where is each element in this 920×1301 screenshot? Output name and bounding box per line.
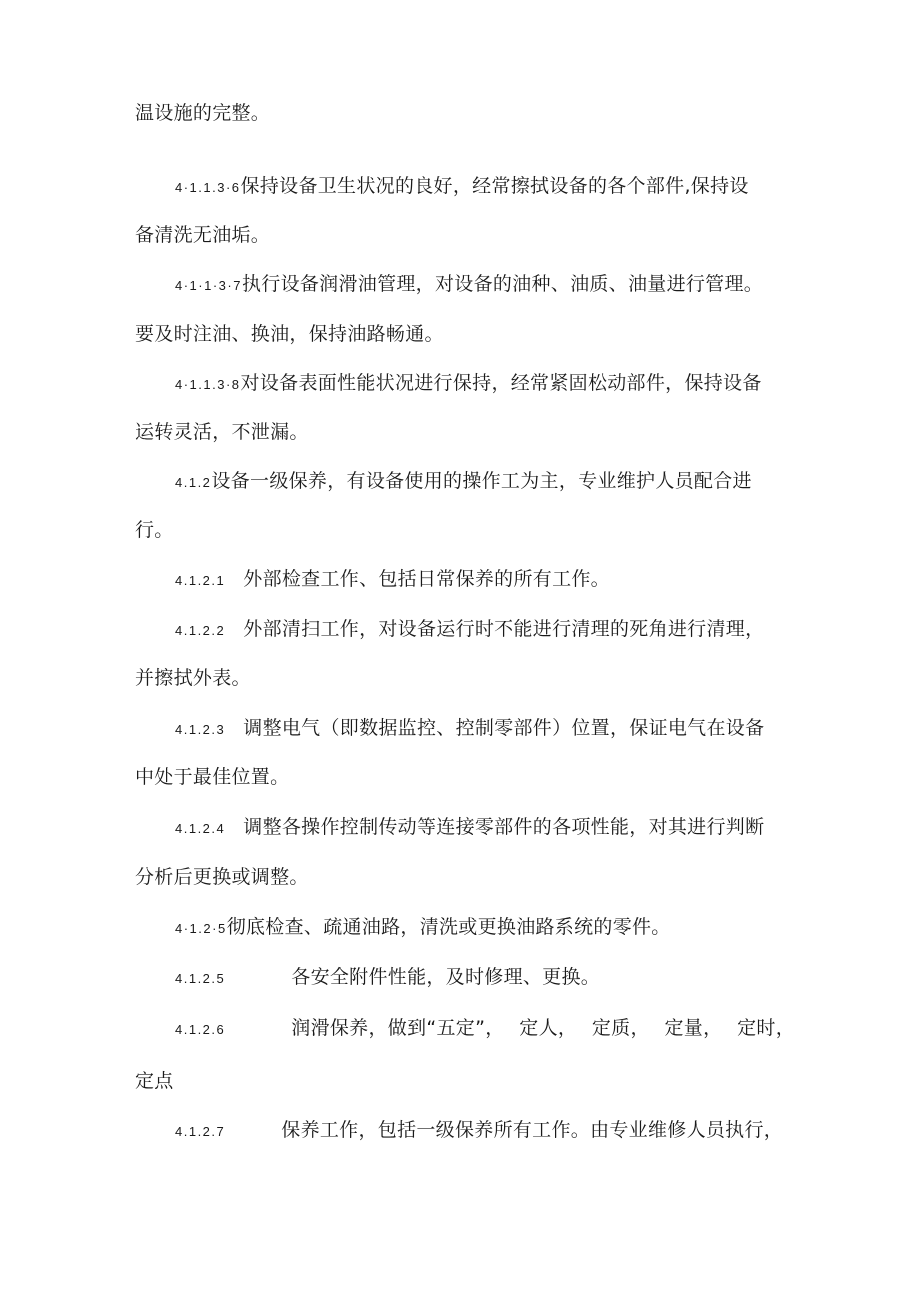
line-text: 并擦拭外表。 [135, 667, 251, 689]
line-text: 调整电气（即数据监控、控制零部件）位置，保证电气在设备 [243, 717, 765, 739]
paragraph-line [175, 616, 795, 644]
line-text: 中处于最佳位置。 [135, 766, 290, 788]
paragraph-line [135, 419, 795, 445]
section-number: 4.1.2.5 [175, 971, 226, 986]
section-number: 4.1.2.4 [175, 821, 226, 836]
line-text: 调整各操作控制传动等连接零部件的各项性能，对其进行判断 [243, 816, 765, 838]
section-number: 4·1.2·5 [175, 921, 227, 936]
paragraph-line [175, 566, 795, 594]
line-text: 执行设备润滑油管理，对设备的油种、油质、油量进行管理。 [241, 273, 764, 295]
paragraph-line [175, 1015, 795, 1043]
line-text: 保持设备卫生状况的良好，经常擦拭设备的各个部件,保持设 [240, 175, 749, 197]
line-text: 设备一级保养，有设备使用的操作工为主，专业维护人员配合进 [211, 470, 752, 492]
paragraph-line [175, 271, 795, 299]
section-number: 4.1.2.1 [175, 573, 226, 588]
paragraph-line [175, 370, 795, 398]
paragraph-line [135, 321, 795, 347]
line-text-part: 定人， [519, 1017, 578, 1039]
line-text: 定点 [135, 1070, 174, 1092]
line-text-part: 润滑保养，做到“五定”， [291, 1017, 505, 1039]
paragraph-line [175, 964, 795, 992]
line-text-part: 定质， [591, 1017, 650, 1039]
section-number: 4.1.2.6 [175, 1022, 226, 1037]
paragraph-line [175, 914, 795, 942]
section-number: 4.1.2.7 [175, 1124, 226, 1139]
line-text: 要及时注油、换油，保持油路畅通。 [135, 323, 444, 345]
line-text: 外部清扫工作，对设备运行时不能进行清理的死角进行清理， [243, 618, 765, 640]
line-text-justified [291, 1015, 795, 1041]
paragraph-line [175, 715, 795, 743]
section-number: 4·1.1.3·6 [175, 180, 241, 195]
paragraph-line [175, 1117, 795, 1145]
paragraph-line [175, 468, 795, 496]
line-text: 备清洗无油垢。 [135, 224, 271, 246]
line-text: 运转灵活，不泄漏。 [135, 421, 309, 443]
line-text: 对设备表面性能状况进行保持，经常紧固松动部件，保持设备 [240, 372, 762, 394]
section-number: 4.1.2.3 [175, 722, 226, 737]
line-text: 外部检查工作、包括日常保养的所有工作。 [243, 568, 610, 590]
paragraph-line [135, 100, 795, 126]
line-text: 保养工作，包括一级保养所有工作。由专业维修人员执行， [281, 1119, 784, 1141]
paragraph-line [135, 864, 795, 890]
section-number: 4·1·1·3·7 [175, 278, 242, 293]
paragraph-line [135, 222, 795, 248]
section-number: 4.1.2.2 [175, 623, 226, 638]
paragraph-line [135, 764, 795, 790]
line-text-part: 定时， [737, 1017, 795, 1039]
line-text: 彻底检查、疏通油路，清洗或更换油路系统的零件。 [226, 916, 671, 938]
paragraph-line [135, 665, 795, 691]
paragraph-line [135, 517, 795, 543]
paragraph-line [175, 173, 795, 201]
line-text: 行。 [135, 519, 174, 541]
line-text: 温设施的完整。 [135, 102, 271, 124]
line-text: 各安全附件性能，及时修理、更换。 [291, 966, 601, 988]
section-number: 4.1.2 [175, 475, 212, 490]
line-text-part: 定量， [664, 1017, 723, 1039]
section-number: 4·1.1.3·8 [175, 377, 241, 392]
line-text: 分析后更换或调整。 [135, 866, 309, 888]
paragraph-line [135, 1068, 795, 1094]
paragraph-line [175, 814, 795, 842]
